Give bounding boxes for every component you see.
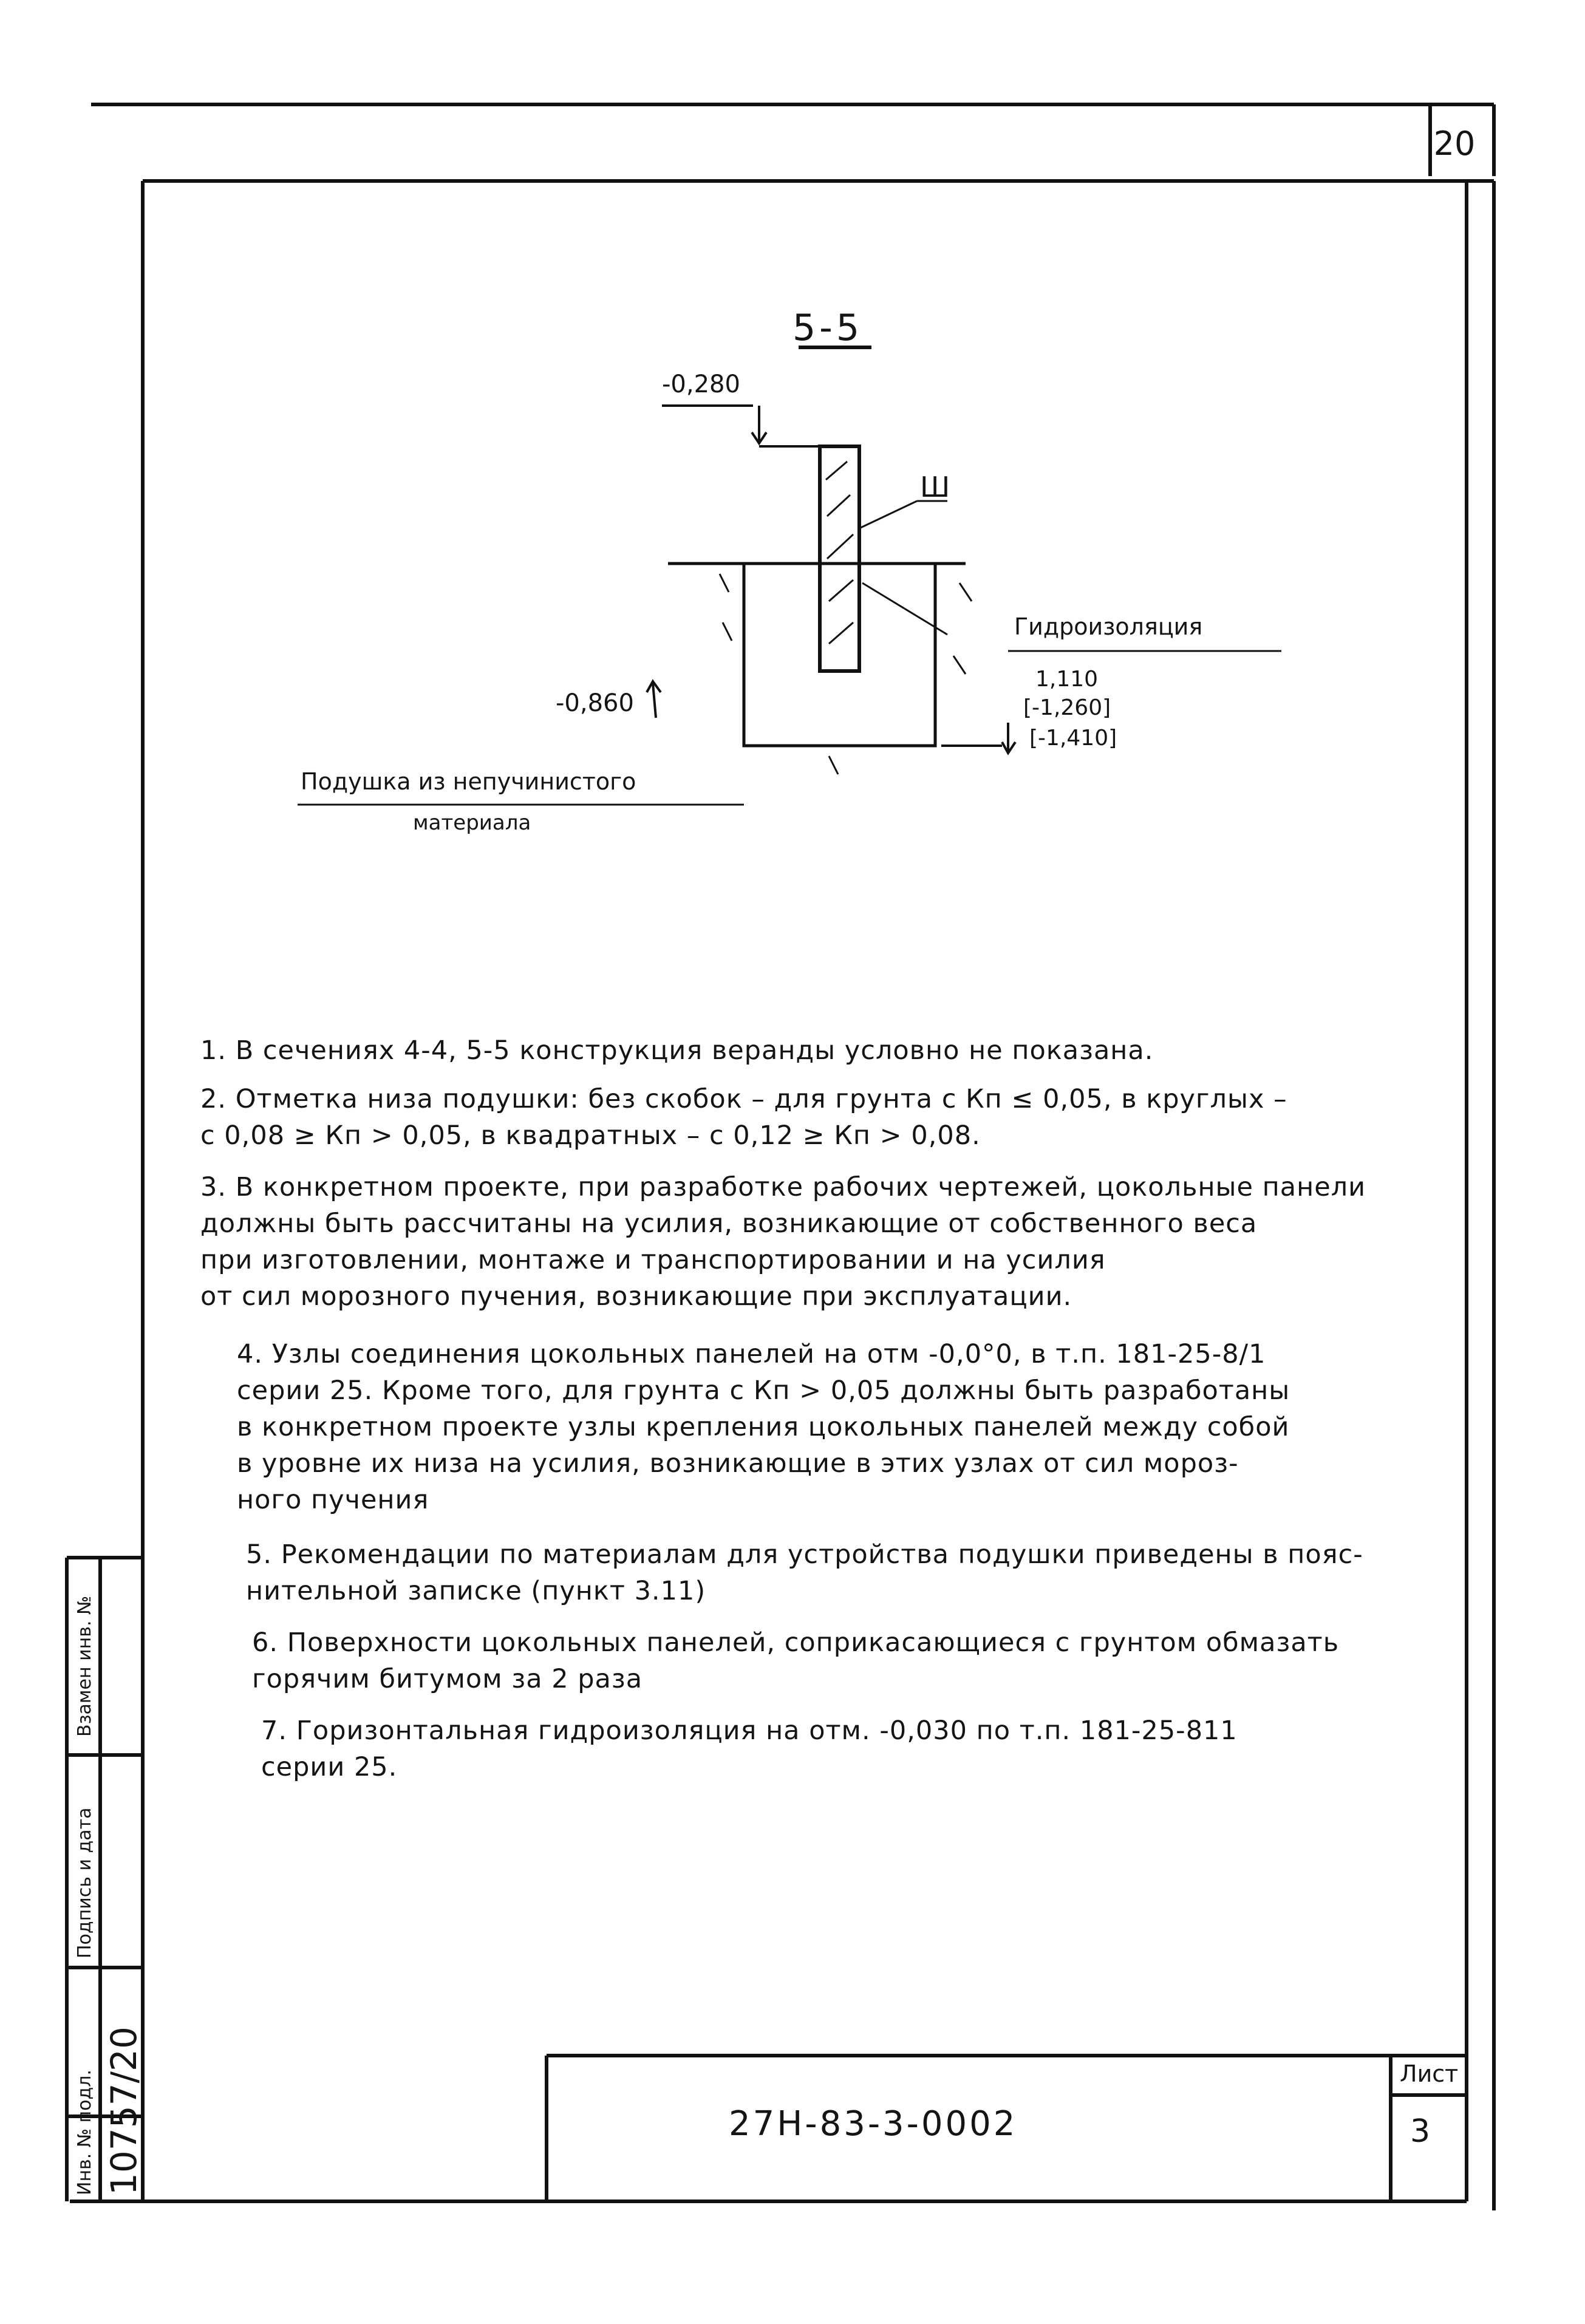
note-6: 6. Поверхности цокольных панелей, соприкасающиеся с грунтом обмазать горячим битумом за 2 раза <box>252 1627 1340 1694</box>
waterproofing-label: Гидроизоляция <box>1014 613 1203 640</box>
stamp-replacement-inventory: Взамен инв. № <box>74 1595 95 1737</box>
note-3: 3. В конкретном проекте, при разработке рабочих чертежей, цокольные панели должны быть рассчитаны на усилия, возникающие от собственного веса при изготовлении, монтаже и транспортировании и на усилия от сил морозного пучения, возникающие при эксплуатации. <box>200 1172 1366 1312</box>
section-title: 5-5 <box>792 307 863 349</box>
stamp-inventory-number-label: Инв. № подл. <box>74 2070 95 2195</box>
level-mark-2: [-1,260] <box>1023 695 1111 720</box>
sheet-page-number: 20 <box>1433 124 1476 163</box>
shading-mark: Ш <box>920 471 950 503</box>
cushion-label-line2: материала <box>413 811 531 835</box>
note-1: 1. В сечениях 4-4, 5-5 конструкция веранды условно не показана. <box>200 1035 1154 1066</box>
document-code: 27Н-83-3-0002 <box>729 2104 1018 2144</box>
level-mark-3: [-1,410] <box>1029 726 1117 751</box>
note-5: 5. Рекомендации по материалам для устройства подушки приведены в пояс- нительной записке (пункт 3.11) <box>246 1539 1363 1606</box>
bottom-left-elevation-mark: -0,860 <box>556 689 634 717</box>
sheet-number: 3 <box>1410 2113 1431 2150</box>
stamp-registration-number: 10757/20 <box>103 2026 145 2195</box>
note-2: 2. Отметка низа подушки: без скобок – для грунта с Кп ≤ 0,05, в круглых – с 0,08 ≥ Кп > 0,05, в квадратных – с 0,12 ≥ Кп > 0,08. <box>200 1084 1287 1151</box>
note-4: 4. Узлы соединения цокольных панелей на отм -0,0°0, в т.п. 181-25-8/1 серии 25. Кроме того, для грунта с Кп > 0,05 должны быть разработаны в конкретном проекте узлы крепления цокольных панелей между собой в уровне их низа на усилия, возникающие в этих узлах от сил мороз- ного пучения <box>237 1339 1290 1515</box>
stamp-signature-date: Подпись и дата <box>74 1807 95 1958</box>
cushion-label-line1: Подушка из непучинистого <box>301 768 636 795</box>
sheet-frame <box>67 104 1494 2210</box>
section-detail <box>298 406 1281 805</box>
level-mark-1: 1,110 <box>1035 667 1099 692</box>
note-7: 7. Горизонтальная гидроизоляция на отм. -0,030 по т.п. 181-25-811 серии 25. <box>261 1716 1238 1782</box>
sheet-label: Лист <box>1400 2060 1459 2087</box>
top-elevation-mark: -0,280 <box>662 370 740 398</box>
